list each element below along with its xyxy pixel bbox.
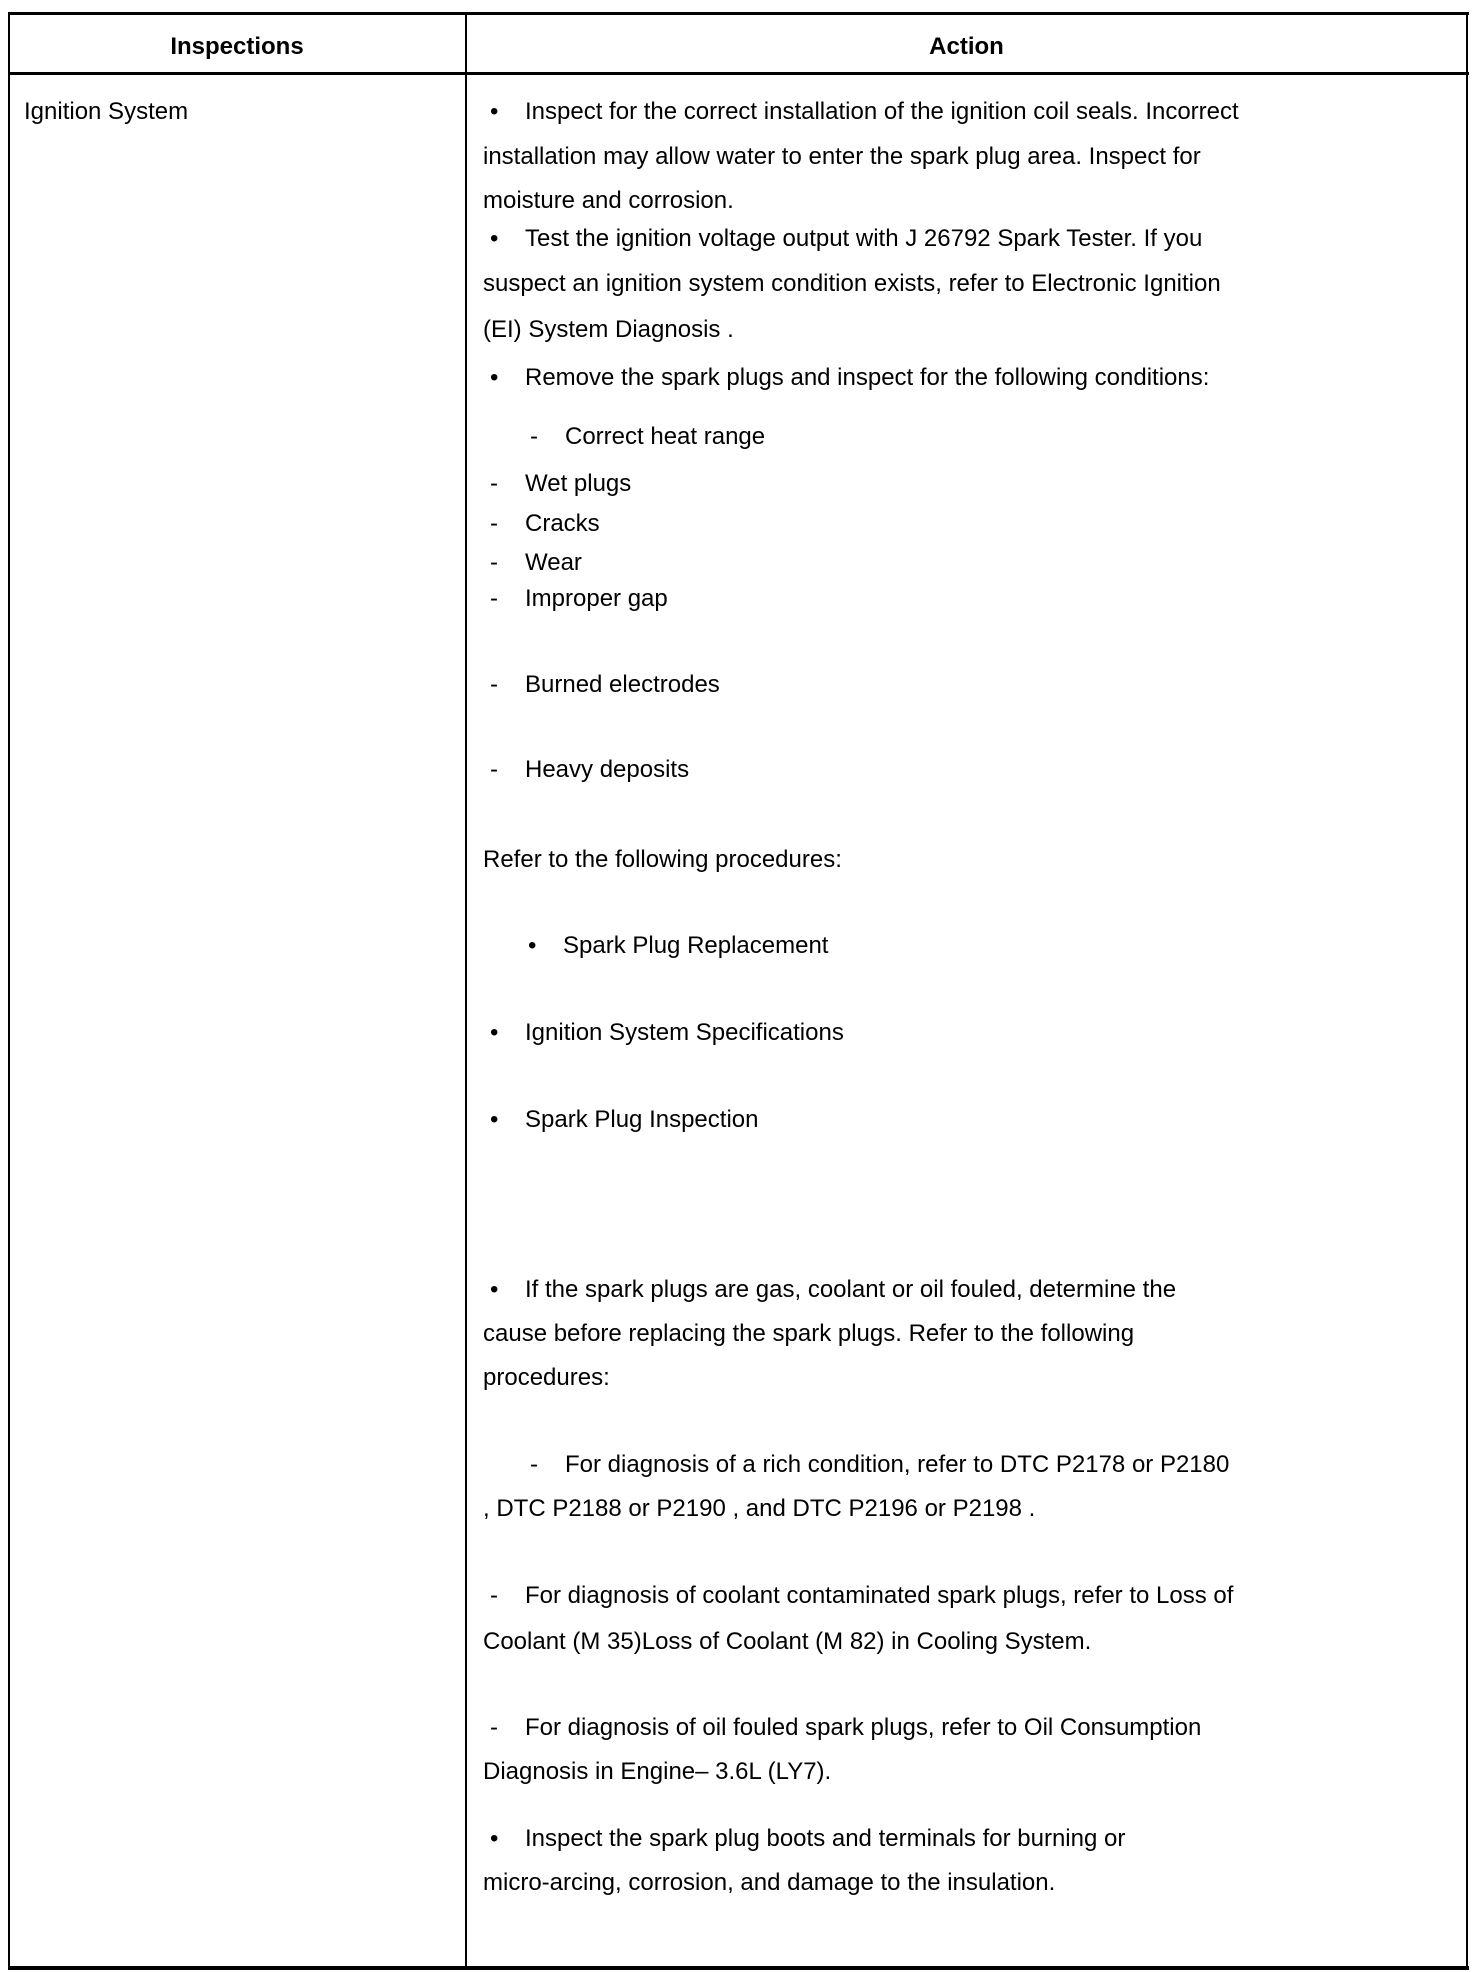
dash-icon: - (490, 585, 498, 612)
action-line (483, 1628, 1091, 1656)
action-text: Remove the spark plugs and inspect for the following conditions: (525, 364, 1210, 391)
action-text: installation may allow water to enter the spark plug area. Inspect for (483, 143, 1201, 170)
table-border-bottom (9, 1966, 1469, 1970)
action-line (483, 1364, 610, 1392)
action-text: procedures: (483, 1364, 610, 1391)
action-text: Cracks (525, 510, 600, 537)
action-text: , DTC P2188 or P2190 , and DTC P2196 or P2198 . (483, 1495, 1036, 1522)
action-text: Refer to the following procedures: (483, 846, 842, 873)
action-text: (EI) System Diagnosis . (483, 316, 734, 343)
dash-icon: - (530, 1451, 538, 1478)
header-action: Action (929, 33, 1004, 60)
dash-icon: - (490, 470, 498, 497)
action-line (490, 671, 720, 699)
action-line (490, 1276, 1176, 1304)
action-text: For diagnosis of oil fouled spark plugs, refer to Oil Consumption (525, 1714, 1202, 1741)
action-line (490, 1582, 1233, 1610)
action-text: For diagnosis of coolant contaminated spark plugs, refer to Loss of (525, 1582, 1234, 1609)
action-line (490, 1825, 1125, 1853)
action-line (483, 846, 842, 874)
bullet-icon: • (490, 1019, 499, 1046)
action-text: Heavy deposits (525, 756, 690, 783)
action-text: If the spark plugs are gas, coolant or oil fouled, determine the (525, 1276, 1177, 1303)
action-line (490, 585, 668, 613)
dash-icon: - (490, 756, 498, 783)
action-line (490, 364, 1209, 392)
bullet-icon: • (490, 364, 499, 391)
action-text: Coolant (M 35)Loss of Coolant (M 82) in Cooling System. (483, 1628, 1092, 1655)
table-border-top (9, 12, 1469, 15)
header-divider (9, 72, 1469, 75)
dash-icon: - (490, 1714, 498, 1741)
action-text: Spark Plug Replacement (563, 932, 829, 959)
action-line (490, 225, 1202, 253)
action-text: Inspect the spark plug boots and terminals for burning or (525, 1825, 1126, 1852)
table-border-left (8, 12, 10, 1970)
column-divider (465, 12, 467, 1970)
bullet-icon: • (528, 932, 537, 959)
action-text: Wear (525, 549, 582, 576)
dash-icon: - (490, 549, 498, 576)
dash-icon: - (530, 423, 538, 450)
action-line (490, 549, 582, 577)
action-text: Inspect for the correct installation of the ignition coil seals. Incorrect (525, 98, 1239, 125)
dash-icon: - (490, 510, 498, 537)
action-line (490, 98, 1239, 126)
action-line (483, 316, 734, 344)
action-text: Burned electrodes (525, 671, 720, 698)
action-text: Spark Plug Inspection (525, 1106, 759, 1133)
action-text: Improper gap (525, 585, 668, 612)
action-text: For diagnosis of a rich condition, refer to DTC P2178 or P2180 (565, 1451, 1230, 1478)
action-line (490, 470, 631, 498)
action-line (483, 143, 1201, 171)
action-line (483, 187, 734, 215)
table-border-right (1466, 12, 1468, 1970)
action-text: Diagnosis in Engine– 3.6L (LY7). (483, 1758, 832, 1785)
action-text: Wet plugs (525, 470, 632, 497)
action-line (528, 932, 828, 960)
action-text: micro-arcing, corrosion, and damage to the insulation. (483, 1869, 1056, 1896)
action-text: suspect an ignition system condition exists, refer to Electronic Ignition (483, 270, 1221, 297)
bullet-icon: • (490, 1106, 499, 1133)
action-line (483, 270, 1221, 298)
action-line (483, 1869, 1055, 1897)
action-line (490, 1019, 844, 1047)
action-line (490, 1106, 758, 1134)
action-line (490, 1714, 1201, 1742)
dash-icon: - (490, 1582, 498, 1609)
bullet-icon: • (490, 98, 499, 125)
action-line (490, 756, 689, 784)
action-text: Correct heat range (565, 423, 766, 450)
bullet-icon: • (490, 225, 499, 252)
header-inspections: Inspections (170, 33, 304, 60)
action-text: Test the ignition voltage output with J 26792 Spark Tester. If you (525, 225, 1203, 252)
action-line (483, 1495, 1035, 1523)
bullet-icon: • (490, 1825, 499, 1852)
bullet-icon: • (490, 1276, 499, 1303)
action-line (483, 1320, 1134, 1348)
action-line (530, 1451, 1229, 1479)
dash-icon: - (490, 671, 498, 698)
inspection-name: Ignition System (24, 98, 189, 125)
action-text: cause before replacing the spark plugs. Refer to the following (483, 1320, 1135, 1347)
action-text: moisture and corrosion. (483, 187, 734, 214)
action-line (483, 1758, 831, 1786)
action-line (530, 423, 765, 451)
action-line (490, 510, 600, 538)
action-text: Ignition System Specifications (525, 1019, 844, 1046)
